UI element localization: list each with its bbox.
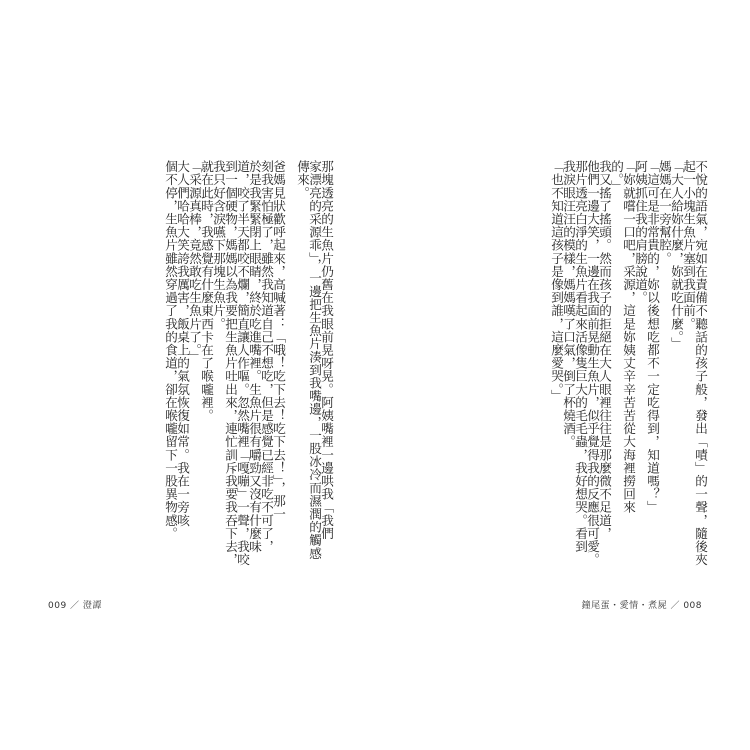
text-line: 家漂亮的采源乖」，一邊把生魚片湊到我嘴邊，一股冰冷而濕潤的觸感 [307, 160, 322, 560]
page-number-left: 009 ／ 澄譚 [48, 601, 102, 611]
left-page-text [150, 160, 334, 567]
text-line: 的。」 [609, 160, 624, 193]
text-line: 道，咬了半天都咬不爛，簡直讓人作嘔。忽然嘴裡「嘎嘣」一聲，我咬 [235, 160, 250, 567]
text-line: 於是我緊緊閉上眼睛，終於吃進嘴裡。生魚片很有嚼勁又沒有什麼味 [247, 160, 262, 553]
text-line: 媽媽在一旁幫腔。 [657, 160, 672, 265]
text-line: 「采源真棒，竟然敢吃生魚片了。」 [187, 160, 202, 364]
text-line: 就在此時，我感覺有什麼東西卡在了喉嚨裡。 [199, 160, 214, 422]
text-line: 刻我害怕極了，雖然我知道自己不想吃，但是感覺已經非吃不可了， [259, 160, 274, 553]
text-line: 那片透亮白淨的生魚片看起來活像隻巨大的毛毛蟲，我好想哭。看到 [573, 160, 588, 553]
text-line: 大人們哈哈大笑誇我厲害，飯桌上的氣氛恢復如常。我在一旁咳 [175, 160, 190, 527]
page-number-right: 鐘尾蛋・愛情・煮屍 ／ 008 [581, 601, 702, 611]
text-line: 到一個硬物，媽媽以為我要把生魚片吐出來，連忙訓斥我要我吞下去， [223, 160, 238, 567]
text-line: 那塊透亮的生魚片仍舊在我眼前晃呀晃。阿姨嘴裡一邊哄我「我們 [319, 160, 334, 540]
right-page-text [420, 160, 708, 567]
text-line: 「妳就嚐一口吧，采源，這是妳姨丈辛辛苦苦從大海裡撈回來 [621, 160, 636, 514]
text-line: 我淚眼汪汪的模樣，媽媽嘆了口氣，倒了杯燒酒。 [561, 160, 576, 449]
text-line: 我又搖了搖頭。然而孩子的拒絕在大人眼裡往往是那麼微不足道， [597, 160, 612, 540]
text-line: 我只好含淚嚥下那塊生魚片。 [211, 160, 226, 331]
right-page [375, 0, 750, 750]
text-line: 傳來。 [295, 160, 310, 200]
text-line: 爸媽見狀歡呼起來，高喊著：「哦！吃下去！吃下去！」，那一 [271, 160, 286, 521]
text-line: 「這可是非常貴的，妳以後想吃都不一定吃得到，知道嗎？」 [645, 160, 660, 514]
text-line: 「大人給妳什麼，妳就吃什麼。」 [669, 160, 684, 351]
text-line: 「也不知道這孩子是像到誰，這麼愛哭。」 [549, 160, 564, 403]
text-line: 個不停，生魚片雖然穿過了我的食道，卻在喉嚨留下一股異物感。 [163, 160, 178, 540]
text-line: 起一小塊生魚片塞到我面前。 [681, 160, 696, 331]
text-line: 阿姨抓住我的肩膀說道。 [633, 160, 648, 305]
text-line: 他們一邊大笑，一邊在我面前晃動生魚片，似乎覺得我的反應很可愛。 [585, 160, 600, 567]
text-line: 不悅的語氣，宛如在責備不聽話的孩子般，發出「嘖」的一聲，隨後夾 [693, 160, 708, 567]
